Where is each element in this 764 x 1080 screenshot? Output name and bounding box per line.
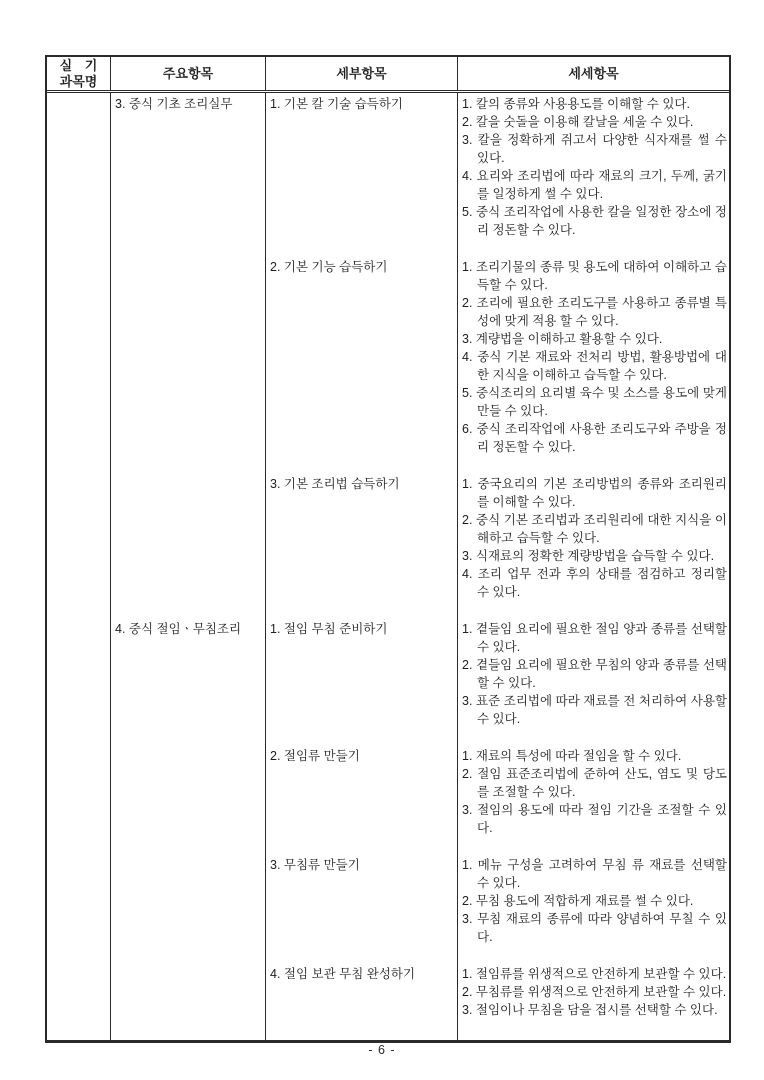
detail-item: 3. 절임이나 무침을 담을 접시를 선택할 수 있다. bbox=[462, 1003, 718, 1017]
detail-item: 2. 조리에 필요한 조리도구를 사용하고 종류별 특성에 맞게 적용 할 수 있다. bbox=[462, 296, 727, 328]
cell-details bbox=[458, 93, 729, 256]
cell-major-item bbox=[111, 256, 266, 473]
detail-item: 3. 절임의 용도에 따라 절임 기간을 조절할 수 있다. bbox=[462, 803, 727, 835]
cell-details bbox=[458, 963, 729, 1040]
detail-item: 1. 칼의 종류와 사용용도를 이해할 수 있다. bbox=[462, 97, 690, 111]
cell-sub-item bbox=[266, 854, 458, 963]
table-section bbox=[47, 93, 729, 256]
table-section bbox=[47, 745, 729, 854]
detail-item: 1. 재료의 특성에 따라 절임을 할 수 있다. bbox=[462, 749, 682, 763]
detail-item: 4. 요리와 조리법에 따라 재료의 크기, 두께, 굵기를 일정하게 썰 수 있다. bbox=[462, 169, 727, 201]
detail-item: 2. 칼을 숫돌을 이용해 칼날을 세울 수 있다. bbox=[462, 115, 694, 129]
header-detail-items: 세세항목 bbox=[568, 65, 619, 81]
sub-item-label: 3. 기본 조리법 습득하기 bbox=[270, 477, 400, 491]
detail-item: 6. 중식 조리작업에 사용한 조리도구와 주방을 정리 정돈할 수 있다. bbox=[462, 422, 727, 454]
cell-major-item bbox=[111, 745, 266, 854]
detail-item: 4. 조리 업무 전과 후의 상태를 점검하고 정리할 수 있다. bbox=[462, 567, 727, 599]
cell-sub-item bbox=[266, 745, 458, 854]
detail-item: 1. 조리기물의 종류 및 용도에 대하여 이해하고 습득할 수 있다. bbox=[462, 260, 727, 292]
detail-item: 2. 절임 표준조리법에 준하여 산도, 염도 및 당도를 조절할 수 있다. bbox=[462, 767, 727, 799]
cell-major-item bbox=[111, 618, 266, 745]
cell-details bbox=[458, 854, 729, 963]
cell-sub-item bbox=[266, 963, 458, 1040]
detail-item: 3. 계량법을 이해하고 활용할 수 있다. bbox=[462, 332, 663, 346]
detail-item: 5. 중식조리의 요리별 육수 및 소스를 용도에 맞게 만들 수 있다. bbox=[462, 386, 727, 418]
table-header-row bbox=[47, 57, 729, 93]
detail-item: 1. 곁들임 요리에 필요한 절임 양과 종류를 선택할 수 있다. bbox=[462, 622, 727, 654]
table-section bbox=[47, 256, 729, 473]
cell-major-item bbox=[111, 93, 266, 256]
sub-item-label: 1. 절임 무침 준비하기 bbox=[270, 622, 388, 636]
cell-major-item bbox=[111, 473, 266, 618]
cell-practical-subject bbox=[47, 256, 111, 473]
cell-practical-subject bbox=[47, 93, 111, 256]
detail-item: 2. 무침 용도에 적합하게 재료를 썰 수 있다. bbox=[462, 894, 694, 908]
sub-item-label: 2. 기본 기능 습득하기 bbox=[270, 260, 388, 274]
cell-details bbox=[458, 256, 729, 473]
cell-practical-subject bbox=[47, 745, 111, 854]
sub-item-label: 2. 절임류 만들기 bbox=[270, 749, 360, 763]
detail-item: 3. 무침 재료의 종류에 따라 양념하여 무칠 수 있다. bbox=[462, 912, 727, 944]
sub-item-label: 1. 기본 칼 기술 습득하기 bbox=[270, 97, 403, 111]
cell-practical-subject bbox=[47, 618, 111, 745]
detail-item: 3. 표준 조리법에 따라 재료를 전 처리하여 사용할 수 있다. bbox=[462, 694, 727, 726]
header-major-items: 주요항목 bbox=[111, 57, 266, 90]
cell-details bbox=[458, 473, 729, 618]
cell-major-item bbox=[111, 963, 266, 1040]
sub-item-label: 4. 절임 보관 무침 완성하기 bbox=[270, 967, 416, 981]
detail-item: 3. 식재료의 정확한 계량방법을 습득할 수 있다. bbox=[462, 549, 715, 563]
detail-item: 2. 중식 기본 조리법과 조리원리에 대한 지식을 이해하고 습득할 수 있다. bbox=[462, 513, 727, 545]
header-practical-subject bbox=[47, 57, 111, 90]
major-item-label: 3. 중식 기초 조리실무 bbox=[115, 97, 233, 111]
page-number: - 6 - bbox=[368, 1043, 396, 1057]
cell-sub-item bbox=[266, 618, 458, 745]
cell-practical-subject bbox=[47, 854, 111, 963]
cell-sub-item bbox=[266, 473, 458, 618]
detail-item: 1. 중국요리의 기본 조리방법의 종류와 조리원리를 이해할 수 있다. bbox=[462, 477, 727, 509]
sub-item-label: 3. 무침류 만들기 bbox=[270, 858, 360, 872]
table-body bbox=[47, 93, 729, 1040]
detail-item: 3. 칼을 정확하게 쥐고서 다양한 식자재를 썰 수 있다. bbox=[462, 133, 727, 165]
detail-item: 2. 곁들임 요리에 필요한 무침의 양과 종류를 선택할 수 있다. bbox=[462, 658, 727, 690]
table-section bbox=[47, 854, 729, 963]
cell-practical-subject bbox=[47, 963, 111, 1040]
cell-practical-subject bbox=[47, 473, 111, 618]
cell-details bbox=[458, 745, 729, 854]
cell-sub-item bbox=[266, 256, 458, 473]
cell-major-item bbox=[111, 854, 266, 963]
detail-item: 1. 절임류를 위생적으로 안전하게 보관할 수 있다. bbox=[462, 967, 727, 981]
detail-item: 2. 무침류를 위생적으로 안전하게 보관할 수 있다. bbox=[462, 985, 727, 999]
curriculum-table bbox=[45, 55, 731, 1043]
header-practical-subject-line2: 과목명 bbox=[59, 73, 98, 89]
header-practical-subject-line1: 실 기 bbox=[59, 57, 98, 73]
table-section bbox=[47, 473, 729, 618]
cell-details bbox=[458, 618, 729, 745]
header-sub-items: 세부항목 bbox=[266, 57, 458, 90]
major-item-label: 4. 중식 절임ㆍ무침조리 bbox=[115, 622, 242, 636]
detail-item: 5. 중식 조리작업에 사용한 칼을 일정한 장소에 정리 정돈할 수 있다. bbox=[462, 205, 727, 237]
table-section bbox=[47, 618, 729, 745]
detail-item: 4. 중식 기본 재료와 전처리 방법, 활용방법에 대한 지식을 이해하고 습득할 수 있다. bbox=[462, 350, 727, 382]
cell-sub-item bbox=[266, 93, 458, 256]
detail-item: 1. 메뉴 구성을 고려하여 무침 류 재료를 선택할 수 있다. bbox=[462, 858, 727, 890]
table-section bbox=[47, 963, 729, 1040]
